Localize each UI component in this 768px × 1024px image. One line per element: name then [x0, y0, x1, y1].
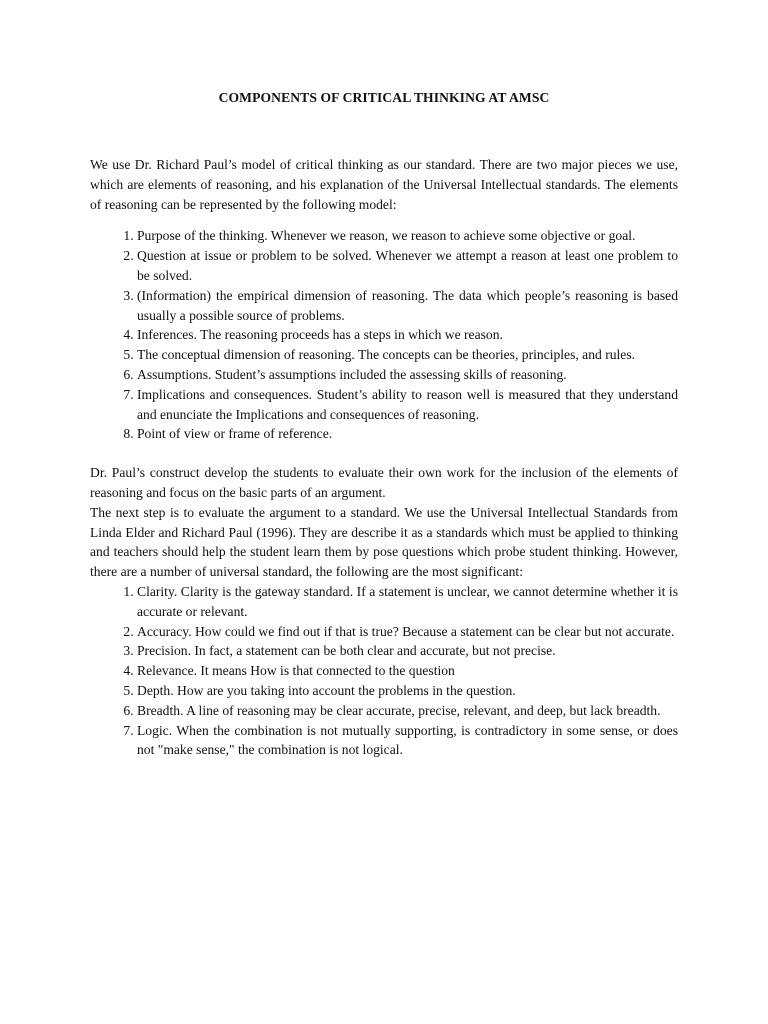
list-item: 5. The conceptual dimension of reasoning. The concepts can be theories, principles, and rules.	[137, 345, 678, 365]
list-item: 4. Relevance. It means How is that connected to the question	[137, 661, 678, 681]
intellectual-standards-list	[90, 582, 678, 760]
list-item: 6. Assumptions. Student’s assumptions included the assessing skills of reasoning.	[137, 365, 678, 385]
list-item: 7. Logic. When the combination is not mutually supporting, is contradictory in some sense, or does not "make sense," the combination is not logical.	[137, 721, 678, 761]
list-item: 1. Clarity. Clarity is the gateway standard. If a statement is unclear, we cannot determine whether it is accurate or relevant.	[137, 582, 678, 622]
list-item: 3. (Information) the empirical dimension of reasoning. The data which people’s reasoning is based usually a possible source of problems.	[137, 286, 678, 326]
list-item: 8. Point of view or frame of reference.	[137, 424, 678, 444]
list-item: 2. Question at issue or problem to be solved. Whenever we attempt a reason at least one problem to be solved.	[137, 246, 678, 286]
document-title: COMPONENTS OF CRITICAL THINKING AT AMSC	[218, 90, 550, 105]
list-item: 2. Accuracy. How could we find out if that is true? Because a statement can be clear but not accurate.	[137, 622, 678, 642]
list-item: 1. Purpose of the thinking. Whenever we reason, we reason to achieve some objective or goal.	[137, 226, 678, 246]
list-item: 3. Precision. In fact, a statement can be both clear and accurate, but not precise.	[137, 641, 678, 661]
intro-paragraph: We use Dr. Richard Paul’s model of critical thinking as our standard. There are two major pieces we use, which are elements of reasoning, and his explanation of the Universal Intellectual standards. The elements of reasoning can be represented by the following model:	[90, 157, 678, 212]
list-item: 7. Implications and consequences. Student’s ability to reason well is measured that they understand and enunciate the Implications and consequences of reasoning.	[137, 385, 678, 425]
construct-paragraph: Dr. Paul’s construct develop the students to evaluate their own work for the inclusion of the elements of reasoning and focus on the basic parts of an argument.	[90, 465, 678, 500]
elements-of-reasoning-list	[90, 226, 678, 444]
next-step-paragraph: The next step is to evaluate the argument to a standard. We use the Universal Intellectual Standards from Linda Elder and Richard Paul (1996). They are describe it as a standards which must be applied to thinking and teachers should help the student learn them by pose questions which probe student thinking. However, there are a number of universal standard, the following are the most significant:	[90, 504, 678, 580]
list-item: 5. Depth. How are you taking into account the problems in the question.	[137, 681, 678, 701]
list-item: 4. Inferences. The reasoning proceeds has a steps in which we reason.	[137, 325, 678, 345]
list-item: 6. Breadth. A line of reasoning may be clear accurate, precise, relevant, and deep, but lack breadth.	[137, 701, 678, 721]
